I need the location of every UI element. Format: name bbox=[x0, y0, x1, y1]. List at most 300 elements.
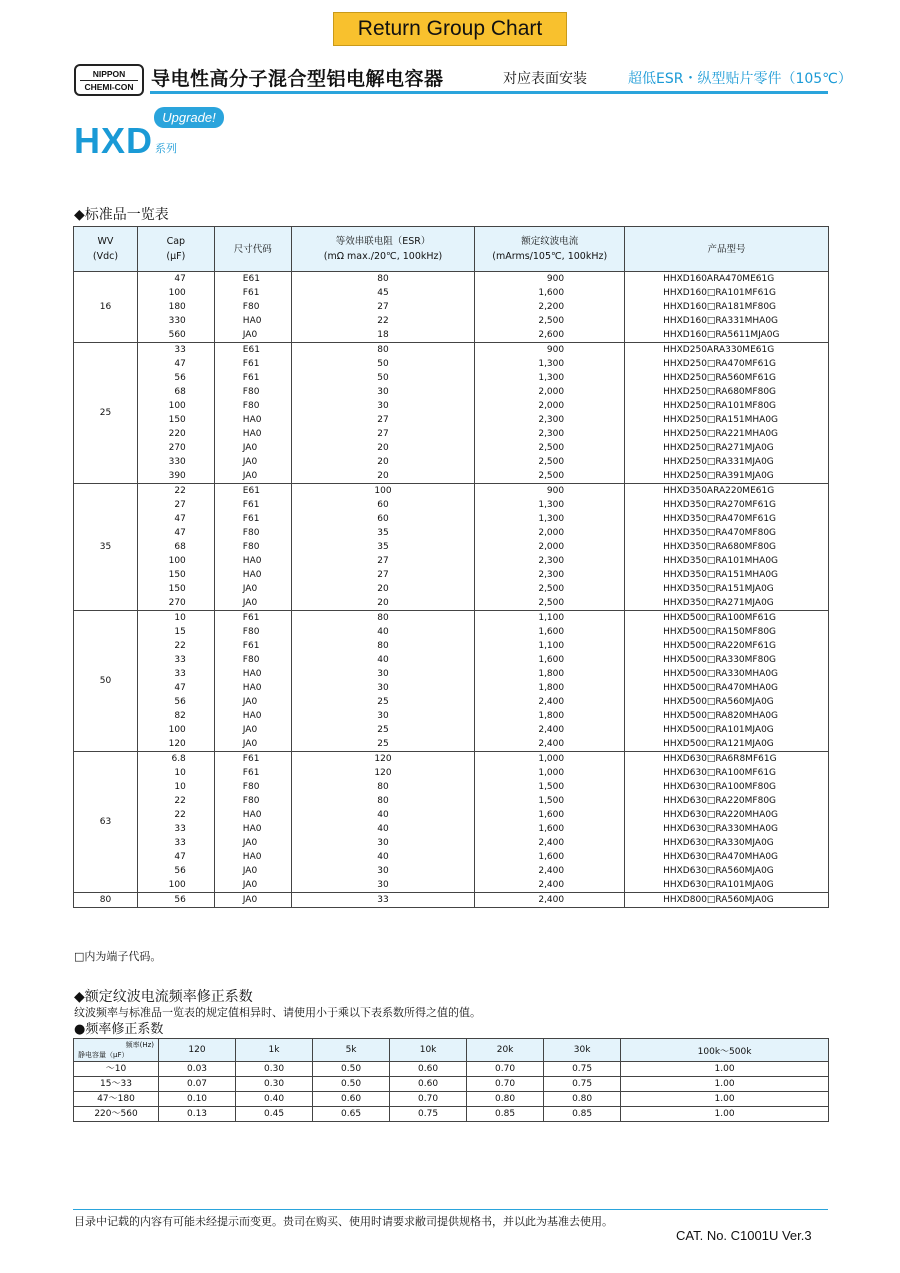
esr-cell: 80 bbox=[291, 794, 475, 808]
cap-cell: 330 bbox=[137, 455, 214, 469]
size-cell: E61 bbox=[214, 272, 291, 287]
esr-cell: 25 bbox=[291, 723, 475, 737]
col-esr: 等效串联电阻（ESR） (mΩ max./20℃, 100kHz) bbox=[291, 227, 475, 272]
freq-coef-cell: 0.30 bbox=[236, 1077, 313, 1092]
cap-cell: 390 bbox=[137, 469, 214, 484]
esr-cell: 27 bbox=[291, 554, 475, 568]
ripple-cell: 1,600 bbox=[475, 653, 625, 667]
ripple-cell: 1,300 bbox=[475, 371, 625, 385]
ripple-cell: 2,500 bbox=[475, 455, 625, 469]
part-number-cell: HHXD630□RA220MHA0G bbox=[625, 808, 829, 822]
freq-coef-cell: 0.75 bbox=[544, 1062, 621, 1077]
part-number-cell: HHXD630□RA100MF80G bbox=[625, 780, 829, 794]
part-number-cell: HHXD350□RA470MF61G bbox=[625, 512, 829, 526]
table-row bbox=[74, 625, 829, 639]
part-number-cell: HHXD250□RA151MHA0G bbox=[625, 413, 829, 427]
series-name: HXD bbox=[74, 120, 154, 161]
table-row bbox=[74, 582, 829, 596]
ripple-cell: 900 bbox=[475, 343, 625, 358]
cap-cell: 47 bbox=[137, 512, 214, 526]
esr-cell: 30 bbox=[291, 681, 475, 695]
esr-cell: 45 bbox=[291, 286, 475, 300]
part-number-cell: HHXD250□RA101MF80G bbox=[625, 399, 829, 413]
table-row bbox=[74, 893, 829, 908]
size-cell: HA0 bbox=[214, 413, 291, 427]
size-cell: JA0 bbox=[214, 582, 291, 596]
cap-cell: 47 bbox=[137, 850, 214, 864]
cap-cell: 56 bbox=[137, 695, 214, 709]
table-row bbox=[74, 878, 829, 893]
wv-cell: 80 bbox=[74, 893, 138, 908]
freq-coef-cell: 0.13 bbox=[159, 1107, 236, 1122]
esr-cell: 30 bbox=[291, 399, 475, 413]
freq-coef-cell: 0.70 bbox=[467, 1077, 544, 1092]
table-row bbox=[74, 667, 829, 681]
table-row bbox=[74, 836, 829, 850]
ripple-cell: 2,300 bbox=[475, 413, 625, 427]
table-row bbox=[74, 413, 829, 427]
freq-coef-cell: 1.00 bbox=[621, 1107, 829, 1122]
table-row bbox=[74, 1077, 829, 1092]
esr-cell: 35 bbox=[291, 526, 475, 540]
freq-coef-cell: 0.60 bbox=[390, 1077, 467, 1092]
size-cell: E61 bbox=[214, 343, 291, 358]
table-row bbox=[74, 822, 829, 836]
freq-coef-cell: 0.50 bbox=[313, 1062, 390, 1077]
table-row bbox=[74, 343, 829, 358]
size-cell: JA0 bbox=[214, 455, 291, 469]
size-cell: F61 bbox=[214, 752, 291, 767]
table-row bbox=[74, 850, 829, 864]
size-cell: F61 bbox=[214, 611, 291, 626]
cap-cell: 100 bbox=[137, 723, 214, 737]
esr-cell: 30 bbox=[291, 864, 475, 878]
size-cell: F61 bbox=[214, 498, 291, 512]
ripple-cell: 1,300 bbox=[475, 512, 625, 526]
part-number-cell: HHXD500□RA220MF61G bbox=[625, 639, 829, 653]
esr-cell: 30 bbox=[291, 878, 475, 893]
cap-cell: 100 bbox=[137, 399, 214, 413]
ripple-cell: 1,500 bbox=[475, 794, 625, 808]
table-row bbox=[74, 639, 829, 653]
esr-cell: 80 bbox=[291, 611, 475, 626]
part-number-cell: HHXD500□RA330MHA0G bbox=[625, 667, 829, 681]
freq-coef-cell: 0.85 bbox=[544, 1107, 621, 1122]
esr-cell: 30 bbox=[291, 709, 475, 723]
cap-cell: 220 bbox=[137, 427, 214, 441]
col-ripple: 额定纹波电流 (mArms/105℃, 100kHz) bbox=[475, 227, 625, 272]
cap-cell: 68 bbox=[137, 385, 214, 399]
esr-cell: 30 bbox=[291, 836, 475, 850]
ripple-cell: 2,400 bbox=[475, 836, 625, 850]
freq-coef-cell: 0.50 bbox=[313, 1077, 390, 1092]
size-cell: F80 bbox=[214, 540, 291, 554]
catalog-number: CAT. No. C1001U Ver.3 bbox=[676, 1228, 812, 1243]
ripple-cell: 1,300 bbox=[475, 357, 625, 371]
size-cell: F80 bbox=[214, 794, 291, 808]
esr-cell: 25 bbox=[291, 695, 475, 709]
part-number-cell: HHXD160□RA5611MJA0G bbox=[625, 328, 829, 343]
size-cell: HA0 bbox=[214, 667, 291, 681]
esr-cell: 40 bbox=[291, 808, 475, 822]
esr-cell: 50 bbox=[291, 371, 475, 385]
cap-cell: 10 bbox=[137, 780, 214, 794]
ripple-cell: 2,500 bbox=[475, 596, 625, 611]
cap-cell: 47 bbox=[137, 272, 214, 287]
freq-coef-cell: 0.60 bbox=[313, 1092, 390, 1107]
page-title: 导电性高分子混合型铝电解电容器 bbox=[151, 68, 444, 90]
page-subtitle: 对应表面安装 bbox=[503, 71, 587, 87]
freq-coef-cell: 0.40 bbox=[236, 1092, 313, 1107]
cap-cell: 82 bbox=[137, 709, 214, 723]
esr-cell: 60 bbox=[291, 512, 475, 526]
part-number-cell: HHXD630□RA100MF61G bbox=[625, 766, 829, 780]
header-divider bbox=[150, 91, 828, 94]
freq-header-cell: 100k～500k bbox=[621, 1039, 829, 1062]
freq-cap-label: ～10 bbox=[74, 1062, 159, 1077]
size-cell: JA0 bbox=[214, 878, 291, 893]
freq-cap-label: 220～560 bbox=[74, 1107, 159, 1122]
wv-cell: 35 bbox=[74, 484, 138, 611]
part-number-cell: HHXD500□RA121MJA0G bbox=[625, 737, 829, 752]
wv-cell: 63 bbox=[74, 752, 138, 893]
cap-cell: 33 bbox=[137, 667, 214, 681]
frequency-coefficient-table bbox=[73, 1038, 829, 1122]
size-cell: HA0 bbox=[214, 314, 291, 328]
standard-products-table bbox=[73, 226, 829, 908]
ripple-cell: 1,600 bbox=[475, 625, 625, 639]
part-number-cell: HHXD350□RA680MF80G bbox=[625, 540, 829, 554]
table-row bbox=[74, 427, 829, 441]
ripple-cell: 1,300 bbox=[475, 498, 625, 512]
size-cell: F80 bbox=[214, 385, 291, 399]
table-row bbox=[74, 794, 829, 808]
ripple-cell: 2,600 bbox=[475, 328, 625, 343]
size-cell: F80 bbox=[214, 399, 291, 413]
esr-cell: 40 bbox=[291, 850, 475, 864]
cap-cell: 56 bbox=[137, 893, 214, 908]
cap-cell: 100 bbox=[137, 554, 214, 568]
ripple-cell: 1,500 bbox=[475, 780, 625, 794]
freq-header-cell: 1k bbox=[236, 1039, 313, 1062]
table-row bbox=[74, 385, 829, 399]
size-cell: JA0 bbox=[214, 893, 291, 908]
table-row bbox=[74, 441, 829, 455]
freq-header-cell: 5k bbox=[313, 1039, 390, 1062]
table-row bbox=[74, 455, 829, 469]
part-number-cell: HHXD500□RA330MF80G bbox=[625, 653, 829, 667]
size-cell: HA0 bbox=[214, 808, 291, 822]
size-cell: F80 bbox=[214, 653, 291, 667]
table-row bbox=[74, 484, 829, 499]
size-cell: F61 bbox=[214, 357, 291, 371]
cap-cell: 150 bbox=[137, 413, 214, 427]
table-header-row bbox=[74, 227, 829, 272]
esr-cell: 20 bbox=[291, 469, 475, 484]
size-cell: HA0 bbox=[214, 568, 291, 582]
part-number-cell: HHXD800□RA560MJA0G bbox=[625, 893, 829, 908]
size-cell: JA0 bbox=[214, 864, 291, 878]
part-number-cell: HHXD500□RA470MHA0G bbox=[625, 681, 829, 695]
esr-cell: 100 bbox=[291, 484, 475, 499]
ripple-cell: 2,400 bbox=[475, 893, 625, 908]
cap-cell: 330 bbox=[137, 314, 214, 328]
size-cell: F61 bbox=[214, 371, 291, 385]
ripple-cell: 900 bbox=[475, 272, 625, 287]
esr-cell: 18 bbox=[291, 328, 475, 343]
freq-section-note: 纹波频率与标准品一览表的规定值相异时、请使用小于乘以下表系数所得之值的值。 bbox=[74, 1006, 481, 1019]
cap-cell: 22 bbox=[137, 639, 214, 653]
freq-coef-cell: 0.65 bbox=[313, 1107, 390, 1122]
part-number-cell: HHXD250□RA470MF61G bbox=[625, 357, 829, 371]
esr-cell: 30 bbox=[291, 667, 475, 681]
cap-cell: 27 bbox=[137, 498, 214, 512]
freq-coef-cell: 0.45 bbox=[236, 1107, 313, 1122]
esr-cell: 80 bbox=[291, 639, 475, 653]
freq-section-title: ◆额定纹波电流频率修正系数 bbox=[74, 989, 253, 1005]
ripple-cell: 2,200 bbox=[475, 300, 625, 314]
ripple-cell: 1,800 bbox=[475, 681, 625, 695]
size-cell: HA0 bbox=[214, 427, 291, 441]
part-number-cell: HHXD160□RA101MF61G bbox=[625, 286, 829, 300]
size-cell: JA0 bbox=[214, 836, 291, 850]
nippon-chemi-con-logo bbox=[74, 64, 144, 96]
footer-note: 目录中记载的内容有可能未经提示而变更。贵司在购买、使用时请要求敝司提供规格书，并以此为基准去使用。 bbox=[74, 1215, 613, 1228]
table-row bbox=[74, 709, 829, 723]
cap-cell: 22 bbox=[137, 808, 214, 822]
esr-cell: 120 bbox=[291, 752, 475, 767]
ripple-cell: 2,400 bbox=[475, 737, 625, 752]
size-cell: F61 bbox=[214, 286, 291, 300]
freq-coef-cell: 0.80 bbox=[544, 1092, 621, 1107]
freq-header-cell: 10k bbox=[390, 1039, 467, 1062]
freq-coef-cell: 0.70 bbox=[390, 1092, 467, 1107]
cap-cell: 15 bbox=[137, 625, 214, 639]
ripple-cell: 2,300 bbox=[475, 568, 625, 582]
ripple-cell: 2,400 bbox=[475, 723, 625, 737]
part-number-cell: HHXD160ARA470ME61G bbox=[625, 272, 829, 287]
cap-cell: 100 bbox=[137, 286, 214, 300]
part-number-cell: HHXD630□RA220MF80G bbox=[625, 794, 829, 808]
part-number-cell: HHXD630□RA330MHA0G bbox=[625, 822, 829, 836]
ripple-cell: 2,300 bbox=[475, 554, 625, 568]
ripple-cell: 2,300 bbox=[475, 427, 625, 441]
part-number-cell: HHXD160□RA331MHA0G bbox=[625, 314, 829, 328]
cap-cell: 47 bbox=[137, 357, 214, 371]
freq-header-row bbox=[74, 1039, 829, 1062]
size-cell: HA0 bbox=[214, 709, 291, 723]
size-cell: JA0 bbox=[214, 469, 291, 484]
part-number-cell: HHXD630□RA101MJA0G bbox=[625, 878, 829, 893]
esr-cell: 20 bbox=[291, 582, 475, 596]
part-number-cell: HHXD500□RA101MJA0G bbox=[625, 723, 829, 737]
ripple-cell: 1,600 bbox=[475, 286, 625, 300]
table-row bbox=[74, 526, 829, 540]
table-row bbox=[74, 568, 829, 582]
freq-coef-cell: 1.00 bbox=[621, 1092, 829, 1107]
part-number-cell: HHXD630□RA6R8MF61G bbox=[625, 752, 829, 767]
table-row bbox=[74, 752, 829, 767]
freq-coef-cell: 1.00 bbox=[621, 1062, 829, 1077]
cap-cell: 10 bbox=[137, 766, 214, 780]
part-number-cell: HHXD500□RA820MHA0G bbox=[625, 709, 829, 723]
col-cap: Cap (μF) bbox=[137, 227, 214, 272]
ripple-cell: 900 bbox=[475, 484, 625, 499]
table-row bbox=[74, 695, 829, 709]
cap-cell: 22 bbox=[137, 484, 214, 499]
cap-cell: 56 bbox=[137, 864, 214, 878]
table-row bbox=[74, 357, 829, 371]
part-number-cell: HHXD250□RA331MJA0G bbox=[625, 455, 829, 469]
esr-cell: 40 bbox=[291, 822, 475, 836]
part-number-cell: HHXD500□RA560MJA0G bbox=[625, 695, 829, 709]
upgrade-badge: Upgrade! bbox=[154, 107, 224, 128]
part-number-cell: HHXD630□RA470MHA0G bbox=[625, 850, 829, 864]
part-number-cell: HHXD160□RA181MF80G bbox=[625, 300, 829, 314]
table-row bbox=[74, 554, 829, 568]
table-row bbox=[74, 766, 829, 780]
esr-cell: 60 bbox=[291, 498, 475, 512]
part-number-cell: HHXD630□RA560MJA0G bbox=[625, 864, 829, 878]
freq-coef-cell: 0.07 bbox=[159, 1077, 236, 1092]
ripple-cell: 1,600 bbox=[475, 808, 625, 822]
table-row bbox=[74, 1107, 829, 1122]
part-number-cell: HHXD350□RA101MHA0G bbox=[625, 554, 829, 568]
size-cell: F61 bbox=[214, 766, 291, 780]
table-row bbox=[74, 399, 829, 413]
size-cell: HA0 bbox=[214, 681, 291, 695]
cap-cell: 6.8 bbox=[137, 752, 214, 767]
freq-coef-cell: 0.60 bbox=[390, 1062, 467, 1077]
esr-cell: 20 bbox=[291, 441, 475, 455]
esr-cell: 25 bbox=[291, 737, 475, 752]
table-row bbox=[74, 540, 829, 554]
ripple-cell: 1,100 bbox=[475, 639, 625, 653]
esr-cell: 80 bbox=[291, 780, 475, 794]
part-number-cell: HHXD350ARA220ME61G bbox=[625, 484, 829, 499]
size-cell: JA0 bbox=[214, 328, 291, 343]
cap-cell: 270 bbox=[137, 441, 214, 455]
freq-corner-cell: 频率(Hz) 静电容量（μF） bbox=[74, 1039, 159, 1062]
table-row bbox=[74, 328, 829, 343]
ripple-cell: 2,500 bbox=[475, 469, 625, 484]
part-number-cell: HHXD250□RA221MHA0G bbox=[625, 427, 829, 441]
size-cell: F80 bbox=[214, 780, 291, 794]
ripple-cell: 2,500 bbox=[475, 582, 625, 596]
table-row bbox=[74, 512, 829, 526]
ripple-cell: 1,600 bbox=[475, 850, 625, 864]
cap-cell: 47 bbox=[137, 681, 214, 695]
cap-cell: 47 bbox=[137, 526, 214, 540]
cap-cell: 150 bbox=[137, 568, 214, 582]
cap-cell: 33 bbox=[137, 343, 214, 358]
size-cell: HA0 bbox=[214, 822, 291, 836]
table-row bbox=[74, 314, 829, 328]
size-cell: JA0 bbox=[214, 723, 291, 737]
ripple-cell: 1,100 bbox=[475, 611, 625, 626]
cap-cell: 180 bbox=[137, 300, 214, 314]
ripple-cell: 2,400 bbox=[475, 878, 625, 893]
return-group-chart-button[interactable]: Return Group Chart bbox=[333, 12, 567, 46]
part-number-cell: HHXD630□RA330MJA0G bbox=[625, 836, 829, 850]
size-cell: F80 bbox=[214, 526, 291, 540]
size-cell: JA0 bbox=[214, 441, 291, 455]
esr-cell: 80 bbox=[291, 272, 475, 287]
cap-cell: 33 bbox=[137, 822, 214, 836]
cap-cell: 150 bbox=[137, 582, 214, 596]
freq-coef-cell: 0.03 bbox=[159, 1062, 236, 1077]
esr-cell: 33 bbox=[291, 893, 475, 908]
esr-cell: 22 bbox=[291, 314, 475, 328]
table-row bbox=[74, 723, 829, 737]
esr-cell: 120 bbox=[291, 766, 475, 780]
table-row bbox=[74, 864, 829, 878]
esr-cell: 50 bbox=[291, 357, 475, 371]
table-row bbox=[74, 300, 829, 314]
col-part: 产品型号 bbox=[625, 227, 829, 272]
freq-coef-cell: 0.10 bbox=[159, 1092, 236, 1107]
part-number-cell: HHXD500□RA150MF80G bbox=[625, 625, 829, 639]
wv-cell: 16 bbox=[74, 272, 138, 343]
ripple-cell: 2,000 bbox=[475, 540, 625, 554]
size-cell: HA0 bbox=[214, 554, 291, 568]
table-row bbox=[74, 596, 829, 611]
part-number-cell: HHXD500□RA100MF61G bbox=[625, 611, 829, 626]
table-row bbox=[74, 681, 829, 695]
size-cell: HA0 bbox=[214, 850, 291, 864]
part-number-cell: HHXD250□RA680MF80G bbox=[625, 385, 829, 399]
standard-table-title: ◆标准品一览表 bbox=[74, 207, 169, 223]
part-number-cell: HHXD350□RA271MJA0G bbox=[625, 596, 829, 611]
table-row bbox=[74, 653, 829, 667]
ripple-cell: 2,000 bbox=[475, 385, 625, 399]
esr-cell: 27 bbox=[291, 568, 475, 582]
ripple-cell: 1,800 bbox=[475, 709, 625, 723]
table-row bbox=[74, 371, 829, 385]
esr-cell: 80 bbox=[291, 343, 475, 358]
table-row bbox=[74, 780, 829, 794]
freq-coef-cell: 1.00 bbox=[621, 1077, 829, 1092]
ripple-cell: 2,400 bbox=[475, 864, 625, 878]
table-row bbox=[74, 808, 829, 822]
freq-coef-cell: 0.80 bbox=[467, 1092, 544, 1107]
table-row bbox=[74, 737, 829, 752]
footer-divider bbox=[73, 1209, 828, 1210]
size-cell: F80 bbox=[214, 300, 291, 314]
size-cell: F61 bbox=[214, 639, 291, 653]
ripple-cell: 2,000 bbox=[475, 399, 625, 413]
freq-subtitle: ●频率修正系数 bbox=[74, 1022, 164, 1037]
freq-cap-label: 15～33 bbox=[74, 1077, 159, 1092]
freq-header-cell: 20k bbox=[467, 1039, 544, 1062]
freq-cap-label: 47～180 bbox=[74, 1092, 159, 1107]
ripple-cell: 2,500 bbox=[475, 441, 625, 455]
table-row bbox=[74, 611, 829, 626]
ripple-cell: 2,500 bbox=[475, 314, 625, 328]
series-suffix: 系列 bbox=[155, 142, 177, 155]
part-number-cell: HHXD350□RA470MF80G bbox=[625, 526, 829, 540]
table-row bbox=[74, 272, 829, 287]
logo-line2: CHEMI-CON bbox=[80, 80, 138, 93]
size-cell: JA0 bbox=[214, 596, 291, 611]
cap-cell: 560 bbox=[137, 328, 214, 343]
freq-header-cell: 30k bbox=[544, 1039, 621, 1062]
page-title-right: 超低ESR・纵型贴片零件（105℃） bbox=[628, 71, 852, 87]
ripple-cell: 1,000 bbox=[475, 752, 625, 767]
table-row bbox=[74, 469, 829, 484]
freq-coef-cell: 0.85 bbox=[467, 1107, 544, 1122]
esr-cell: 40 bbox=[291, 653, 475, 667]
